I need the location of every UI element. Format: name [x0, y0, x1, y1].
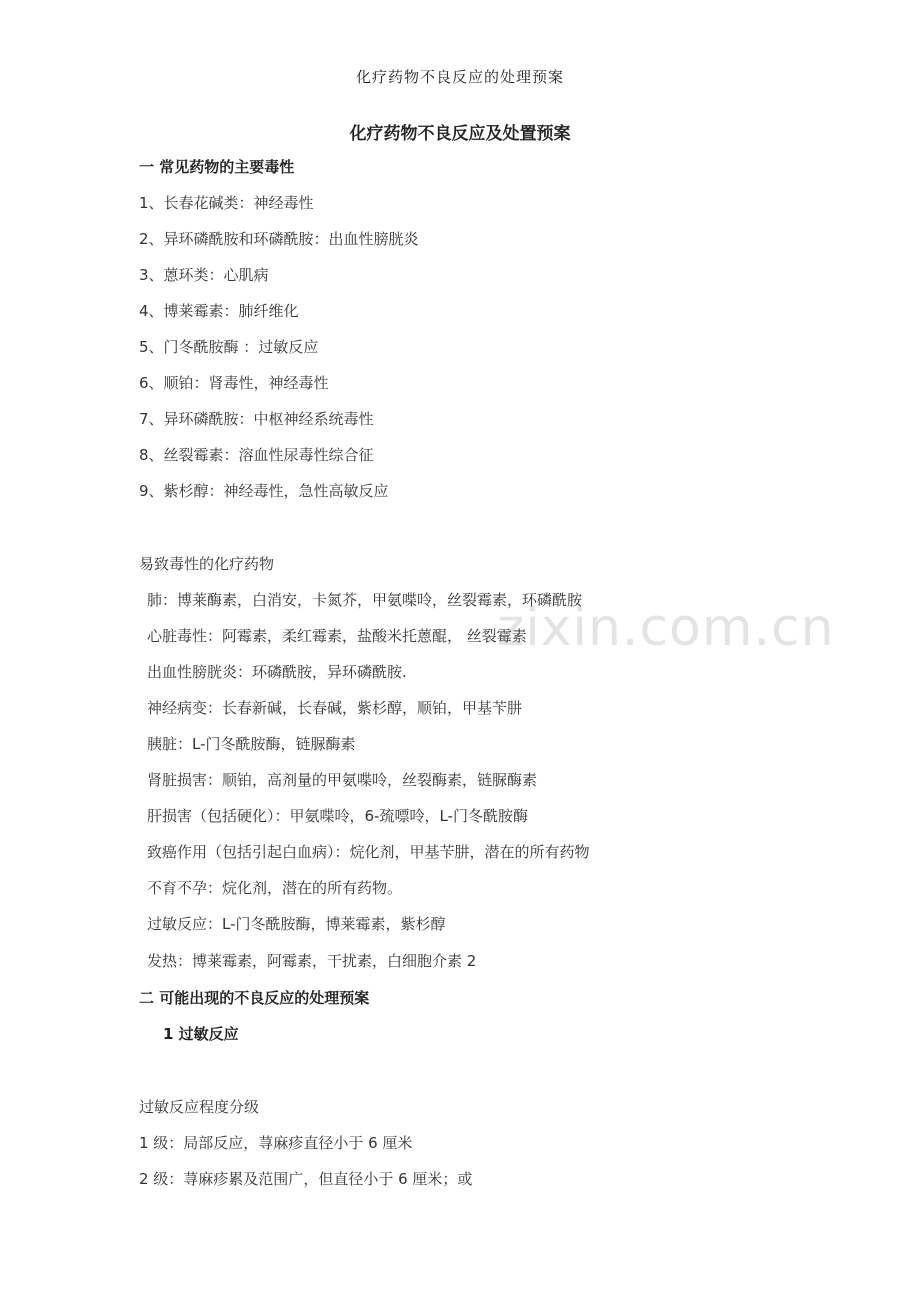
- toxicity-item-6: 6、顺铂：肾毒性，神经毒性: [139, 374, 329, 392]
- toxic-drug-heart: 心脏毒性：阿霉素，柔红霉素，盐酸米托蒽醌， 丝裂霉素: [147, 627, 527, 645]
- toxicity-item-1: 1、长春花碱类：神经毒性: [139, 194, 314, 212]
- toxicity-item-9: 9、紫杉醇：神经毒性，急性高敏反应: [139, 482, 389, 500]
- toxicity-item-7: 7、异环磷酰胺：中枢神经系统毒性: [139, 410, 374, 428]
- toxic-drug-pancreas: 胰脏：L-门冬酰胺酶，链脲酶素: [147, 735, 356, 753]
- toxic-drug-infertility: 不育不孕：烷化剂，潜在的所有药物。: [147, 879, 403, 897]
- grade-2: 2 级：荨麻疹累及范围广，但直径小于 6 厘米；或: [139, 1170, 473, 1188]
- toxic-drug-cystitis: 出血性膀胱炎：环磷酰胺，异环磷酰胺.: [147, 663, 407, 681]
- watermark: zixin.com.cn: [497, 598, 835, 658]
- toxic-drug-neuropathy: 神经病变：长春新碱，长春碱，紫杉醇，顺铂，甲基苄肼: [147, 699, 523, 717]
- toxic-drugs-heading: 易致毒性的化疗药物: [139, 555, 275, 573]
- toxic-drug-allergy: 过敏反应：L-门冬酰胺酶，博莱霉素，紫杉醇: [147, 915, 446, 933]
- toxicity-item-8: 8、丝裂霉素：溶血性尿毒性综合征: [139, 446, 374, 464]
- toxicity-item-2: 2、异环磷酰胺和环磷酰胺：出血性膀胱炎: [139, 230, 419, 248]
- toxic-drug-fever: 发热：博莱霉素，阿霉素，干扰素，白细胞介素 2: [147, 952, 477, 970]
- page-header: 化疗药物不良反应的处理预案: [355, 68, 564, 86]
- document-title: 化疗药物不良反应及处置预案: [349, 124, 571, 144]
- section2-heading: 二 可能出现的不良反应的处理预案: [139, 989, 370, 1007]
- toxicity-item-4: 4、博莱霉素：肺纤维化: [139, 302, 299, 320]
- toxic-drug-liver: 肝损害（包括硬化）：甲氨喋呤，6-巯嘌呤，L-门冬酰胺酶: [147, 807, 528, 825]
- grade-1: 1 级：局部反应，荨麻疹直径小于 6 厘米: [139, 1134, 413, 1152]
- toxic-drug-lung: 肺：博莱酶素，白消安，卡氮芥，甲氨喋呤，丝裂霉素，环磷酰胺: [147, 591, 583, 609]
- section2-subheading: 1 过敏反应: [163, 1025, 239, 1043]
- toxic-drug-kidney: 肾脏损害：顺铂，高剂量的甲氨喋呤，丝裂酶素，链脲酶素: [147, 771, 538, 789]
- grading-heading: 过敏反应程度分级: [139, 1098, 260, 1116]
- section1-heading: 一 常见药物的主要毒性: [139, 158, 295, 176]
- toxicity-item-3: 3、蒽环类：心肌病: [139, 266, 269, 284]
- toxicity-item-5: 5、门冬酰胺酶 ：过敏反应: [139, 338, 319, 356]
- toxic-drug-carcinogenic: 致癌作用（包括引起白血病）：烷化剂，甲基苄肼，潜在的所有药物: [147, 843, 590, 861]
